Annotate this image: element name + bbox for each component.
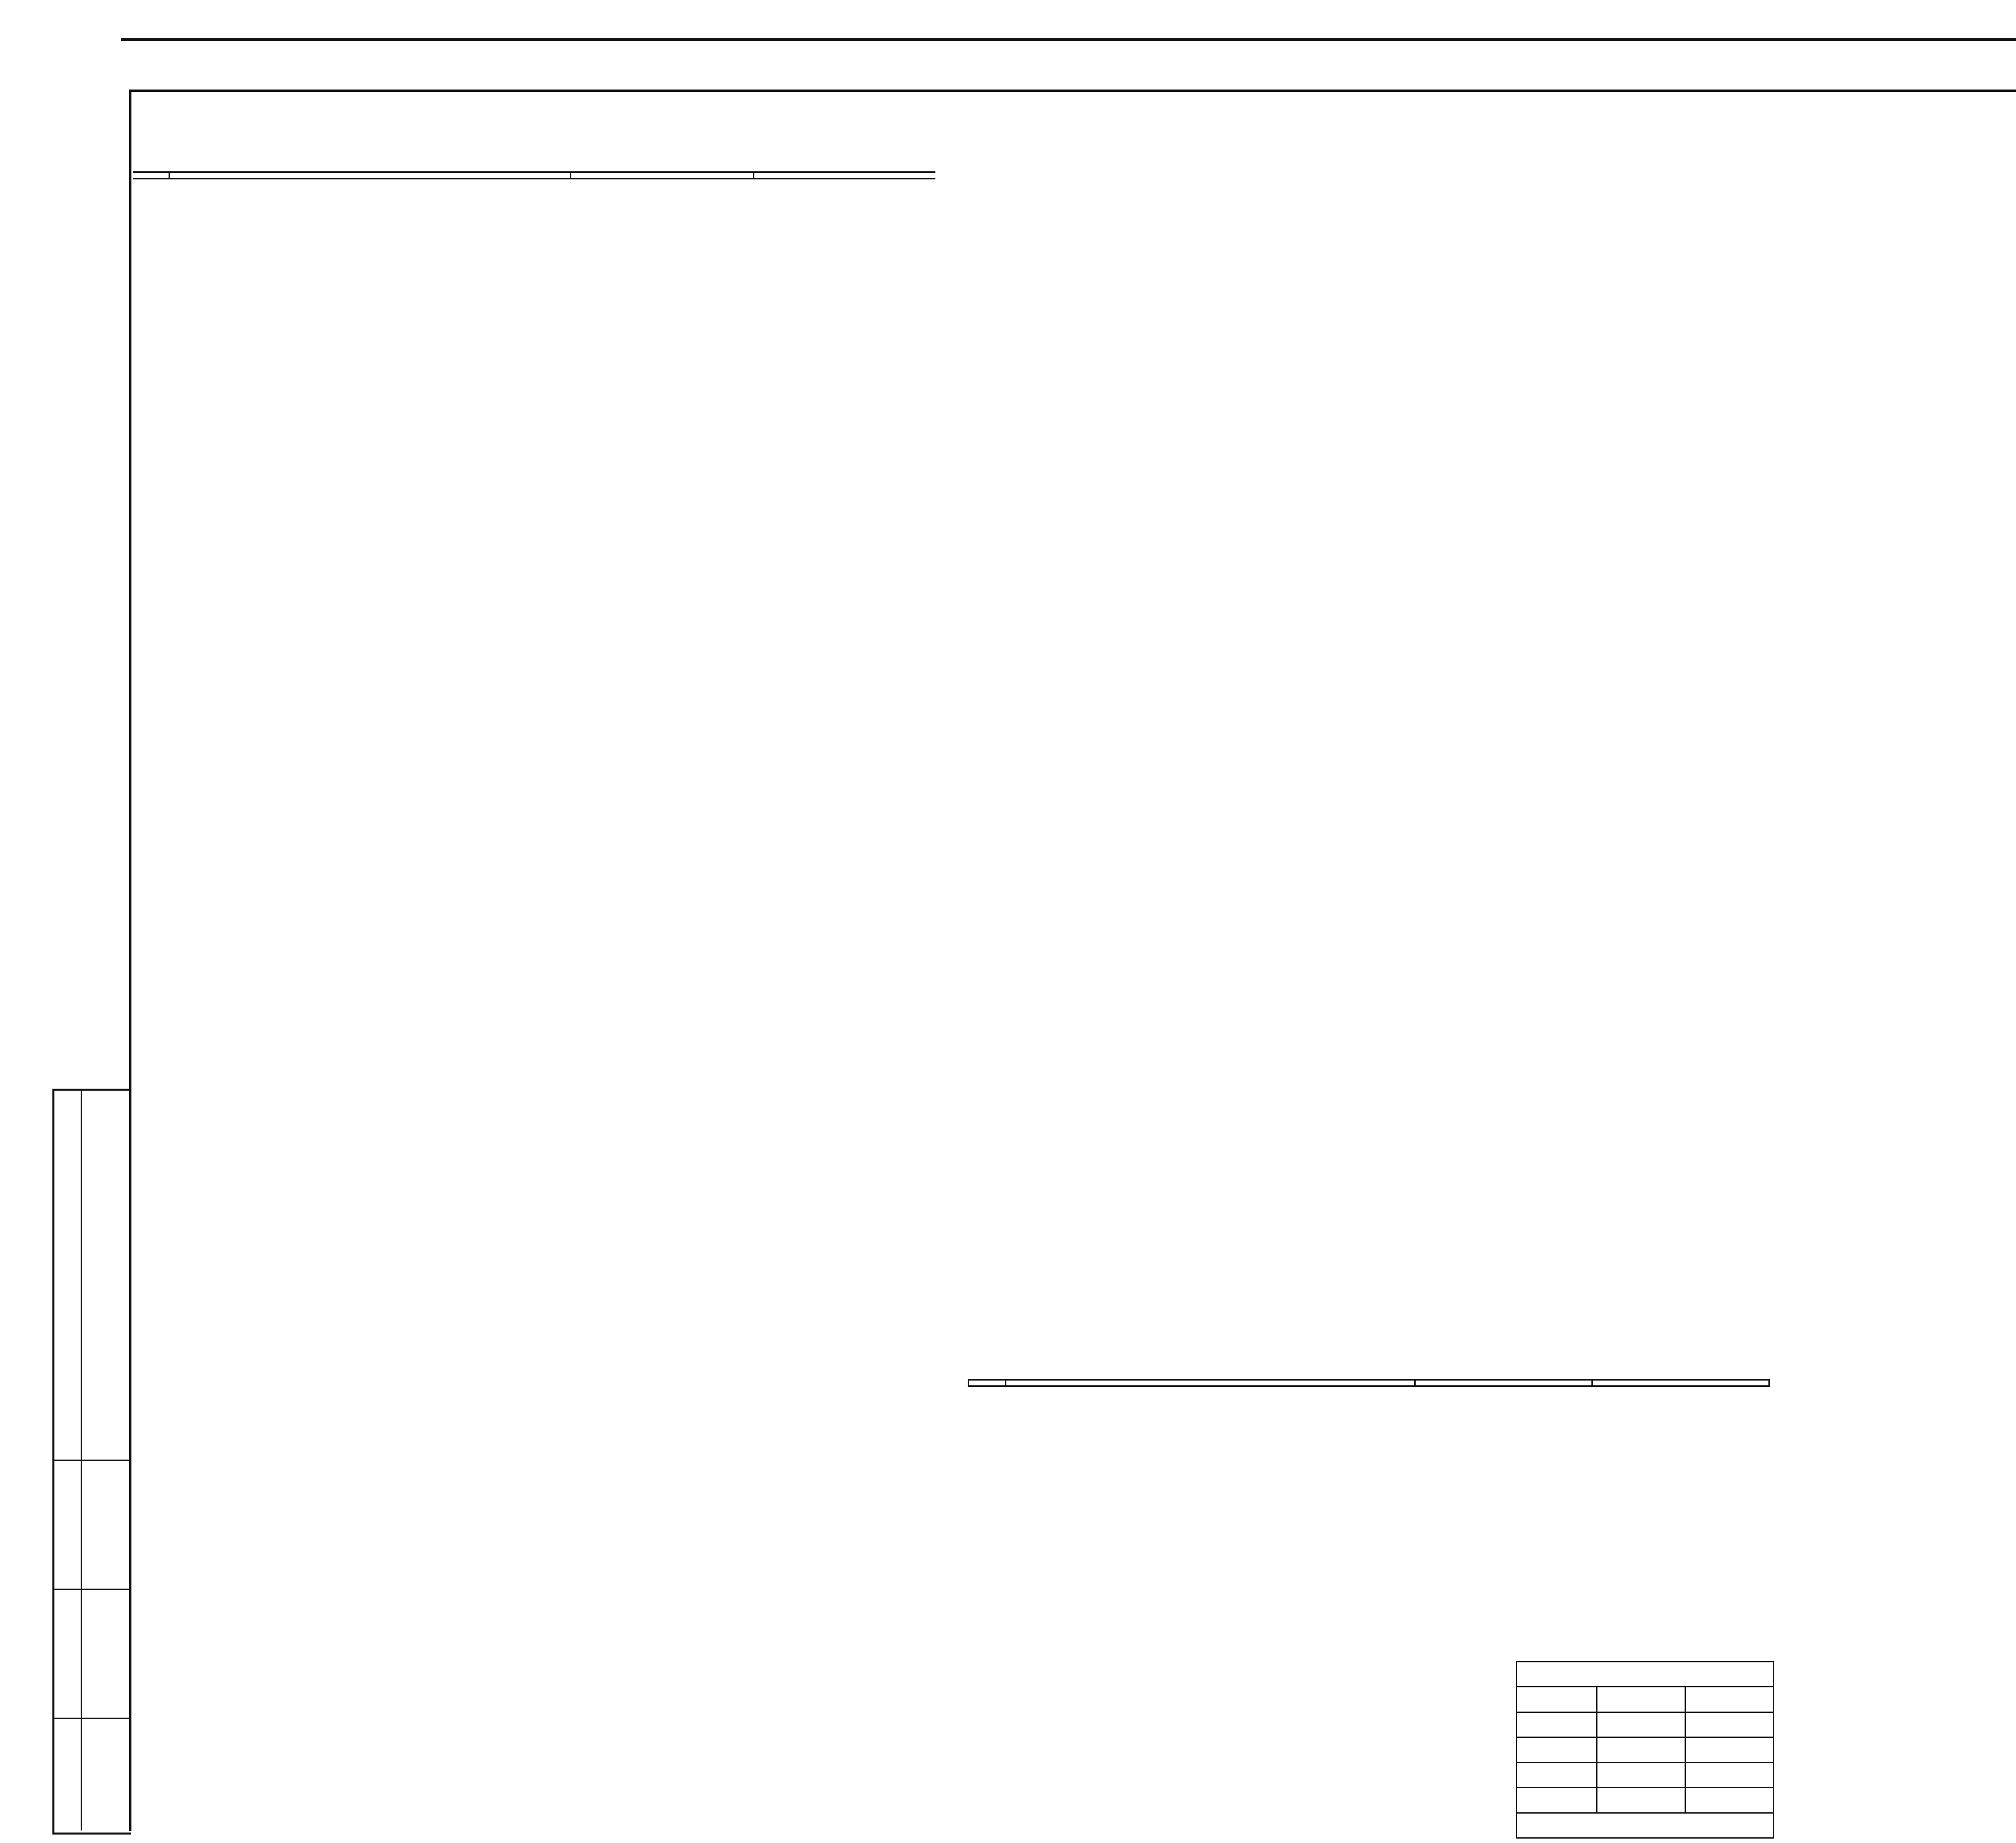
t2-hdr-num xyxy=(968,1380,1006,1386)
t2-hdr-800 xyxy=(1415,1380,1592,1386)
t2-total-800 xyxy=(1415,1386,1592,1392)
t1-hdr-800 xyxy=(571,172,753,179)
t2-hdr-1200 xyxy=(1592,1380,1769,1386)
t2-hdr-name xyxy=(1006,1380,1415,1386)
side-approval-block xyxy=(52,1089,131,1835)
t2-total-num xyxy=(968,1386,1006,1392)
binding-box xyxy=(1516,1661,1774,1839)
title-block xyxy=(1516,1661,2016,1839)
side-row-divider xyxy=(52,1460,129,1461)
side-row-divider xyxy=(52,1718,129,1719)
staff-table-1 xyxy=(133,171,935,179)
t2-total-label xyxy=(1006,1386,1415,1392)
staff-table-2 xyxy=(968,1379,1770,1392)
bound-label xyxy=(1517,1662,1774,1687)
t1-hdr-1200 xyxy=(754,172,935,179)
t1-hdr-num xyxy=(133,172,169,179)
frame-top xyxy=(129,90,2016,92)
side-row-divider xyxy=(52,1589,129,1590)
t1-hdr-name xyxy=(169,172,571,179)
t2-total-1200 xyxy=(1592,1386,1769,1392)
inv-label xyxy=(1517,1813,1774,1838)
frame-top-outer xyxy=(121,38,2016,41)
